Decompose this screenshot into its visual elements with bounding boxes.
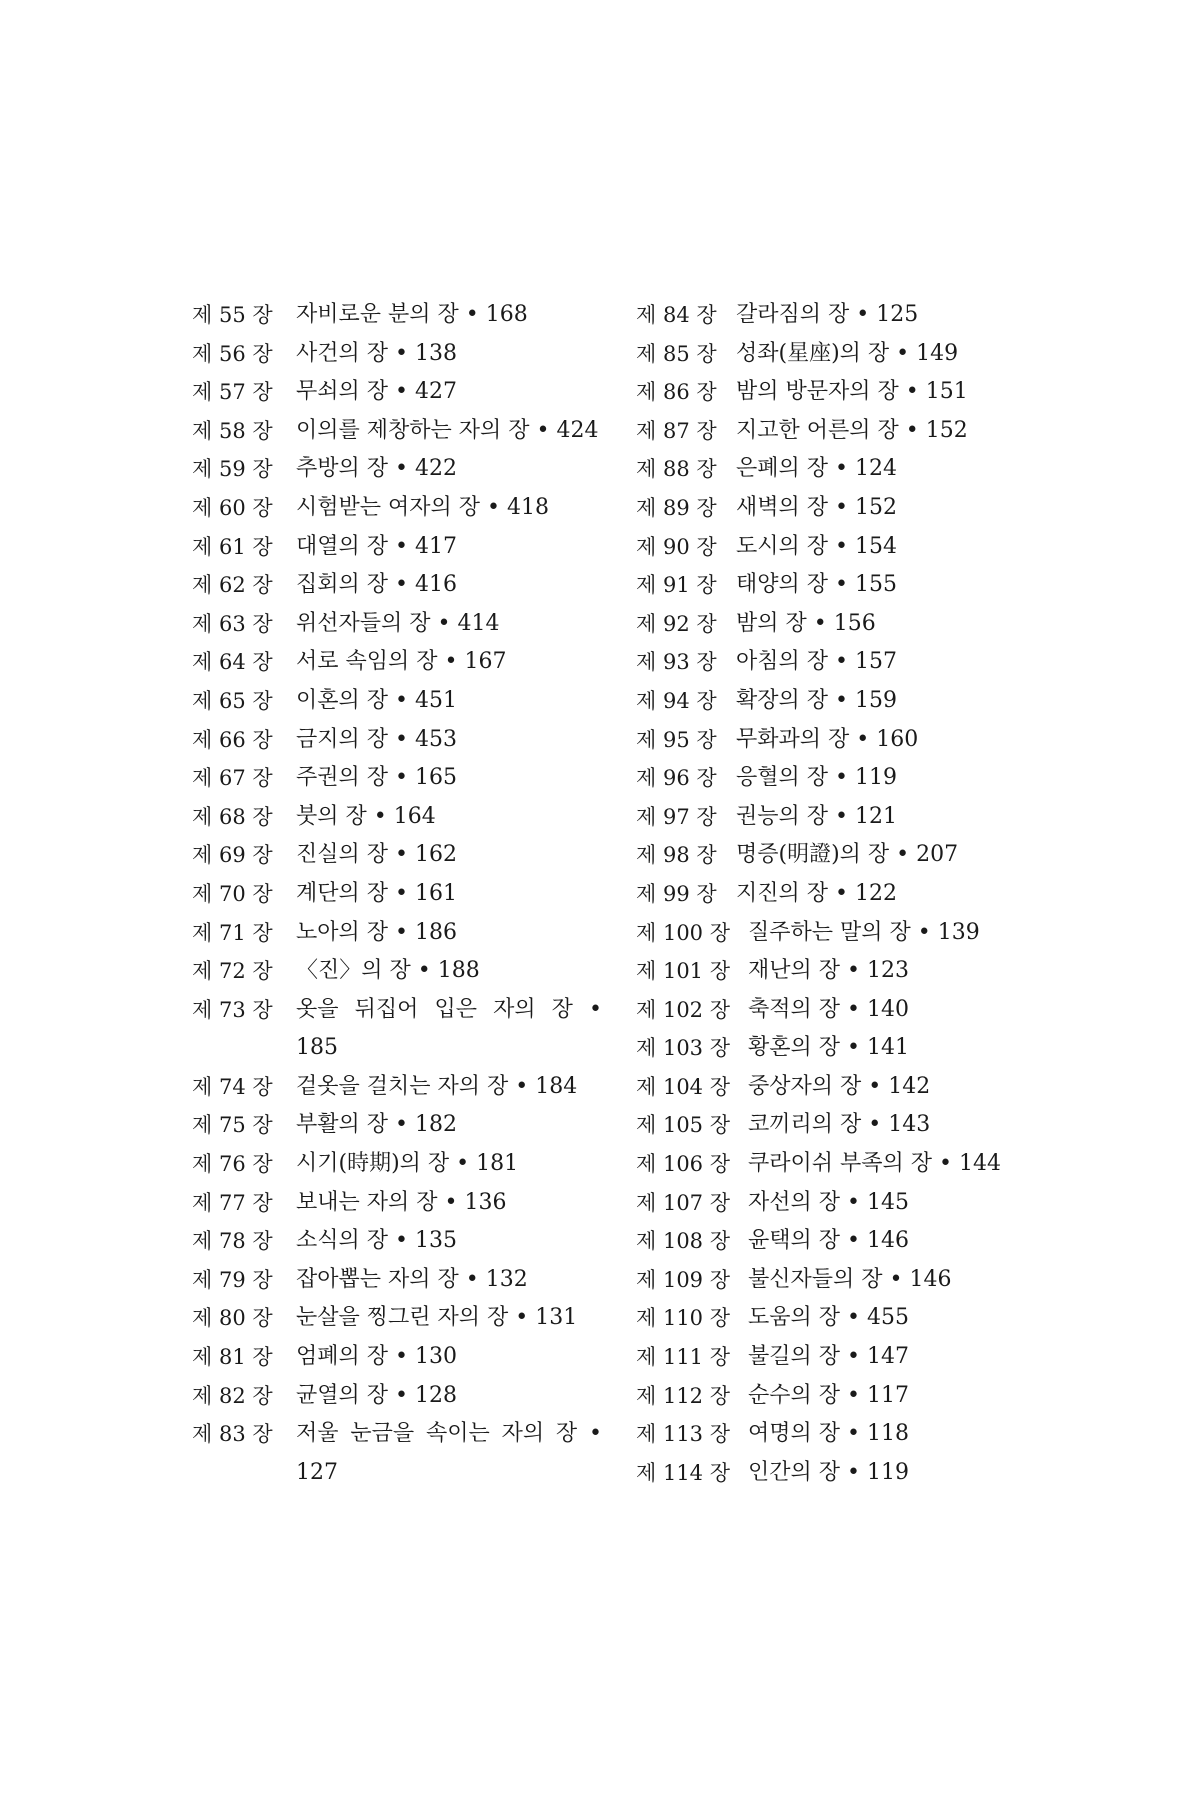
chapter-title: 잡아뽑는 자의 장 • 132 (296, 1266, 528, 1292)
chapter-number: 제 109 장 (636, 1267, 731, 1292)
chapter-title: 새벽의 장 • 152 (736, 494, 897, 520)
chapter-title: 눈살을 찡그린 자의 장 • 131 (296, 1305, 578, 1331)
toc-entry (192, 836, 602, 875)
chapter-title: 도움의 장 • 455 (748, 1305, 909, 1331)
chapter-number: 제 114 장 (636, 1460, 731, 1485)
toc-entry (636, 721, 1036, 760)
chapter-title: 저울 눈금을 속이는 자의 장 • 127 (296, 1421, 602, 1485)
toc-entry (636, 1299, 1036, 1338)
chapter-number: 제 98 장 (636, 843, 717, 868)
chapter-number: 제 113 장 (636, 1422, 731, 1447)
chapter-title: 지진의 장 • 122 (736, 880, 897, 906)
toc-entry (636, 1106, 1036, 1145)
chapter-number: 제 79 장 (192, 1267, 273, 1292)
toc-entry (636, 991, 1036, 1030)
chapter-number: 제 93 장 (636, 650, 717, 675)
chapter-title: 옷을 뒤집어 입은 자의 장 • 185 (296, 996, 602, 1061)
chapter-title: 엄폐의 장 • 130 (296, 1344, 457, 1370)
toc-entry (192, 489, 602, 528)
chapter-title: 계단의 장 • 161 (296, 880, 457, 906)
toc-entry (192, 373, 602, 412)
toc-entry (636, 1377, 1036, 1416)
toc-entry (636, 489, 1036, 528)
toc-entry (192, 1184, 602, 1223)
toc-entry (192, 798, 602, 837)
chapter-title: 이혼의 장 • 451 (296, 687, 457, 713)
chapter-title: 무쇠의 장 • 427 (296, 379, 457, 405)
chapter-number: 제 102 장 (636, 997, 731, 1022)
chapter-title: 시기(時期)의 장 • 181 (296, 1151, 519, 1177)
toc-entry (636, 412, 1036, 451)
chapter-title: 사건의 장 • 138 (296, 340, 457, 366)
chapter-number: 제 84 장 (636, 303, 717, 327)
toc-entry (636, 450, 1036, 489)
chapter-number: 제 110 장 (636, 1306, 731, 1331)
chapter-number: 제 59 장 (192, 457, 273, 482)
chapter-title: 시험받는 여자의 장 • 418 (296, 494, 549, 520)
chapter-number: 제 111 장 (636, 1345, 731, 1370)
chapter-number: 제 76 장 (192, 1152, 273, 1177)
chapter-title: 쿠라이쉬 부족의 장 • 144 (748, 1151, 1001, 1177)
chapter-number: 제 73 장 (192, 997, 273, 1022)
chapter-number: 제 74 장 (192, 1074, 273, 1099)
toc-entry (192, 682, 602, 721)
toc-entry (192, 1415, 602, 1492)
chapter-number: 제 80 장 (192, 1306, 273, 1331)
chapter-title: 위선자들의 장 • 414 (296, 610, 500, 636)
chapter-number: 제 69 장 (192, 843, 273, 868)
chapter-number: 제 108 장 (636, 1229, 731, 1254)
toc-left-column (192, 296, 602, 1492)
toc-entry (636, 836, 1036, 875)
toc-entry (192, 450, 602, 489)
chapter-number: 제 99 장 (636, 881, 717, 906)
chapter-number: 제 67 장 (192, 766, 273, 791)
chapter-number: 제 85 장 (636, 341, 717, 366)
chapter-title: 성좌(星座)의 장 • 149 (736, 340, 959, 366)
toc-entry (636, 1068, 1036, 1107)
chapter-number: 제 95 장 (636, 727, 717, 752)
chapter-title: 이의를 제창하는 자의 장 • 424 (296, 417, 599, 443)
chapter-title: 부활의 장 • 182 (296, 1112, 457, 1138)
chapter-title: 순수의 장 • 117 (748, 1382, 909, 1408)
chapter-number: 제 75 장 (192, 1113, 273, 1138)
chapter-number: 제 60 장 (192, 495, 273, 520)
toc-entry (636, 373, 1036, 412)
chapter-title: 은폐의 장 • 124 (736, 456, 897, 482)
toc-entry (192, 1299, 602, 1338)
chapter-title: 추방의 장 • 422 (296, 456, 457, 482)
chapter-number: 제 57 장 (192, 380, 273, 405)
chapter-number: 제 78 장 (192, 1229, 273, 1254)
chapter-number: 제 94 장 (636, 688, 717, 713)
toc-entry (636, 682, 1036, 721)
chapter-number: 제 58 장 (192, 418, 273, 443)
chapter-number: 제 72 장 (192, 959, 273, 984)
chapter-title: 재난의 장 • 123 (748, 958, 909, 984)
toc-entry (636, 1184, 1036, 1223)
toc-entry (192, 605, 602, 644)
toc-entry (636, 528, 1036, 567)
chapter-title: 서로 속임의 장 • 167 (296, 649, 507, 675)
chapter-number: 제 65 장 (192, 688, 273, 713)
toc-entry (636, 759, 1036, 798)
chapter-number: 제 62 장 (192, 573, 273, 598)
chapter-number: 제 63 장 (192, 611, 273, 636)
chapter-number: 제 70 장 (192, 881, 273, 906)
chapter-title: 윤택의 장 • 146 (748, 1228, 909, 1254)
chapter-title: 진실의 장 • 162 (296, 842, 457, 868)
chapter-number: 제 97 장 (636, 804, 717, 829)
toc-entry (192, 1106, 602, 1145)
chapter-number: 제 100 장 (636, 920, 731, 945)
toc-entry (192, 991, 602, 1068)
toc-entry (192, 1261, 602, 1300)
toc-entry (192, 566, 602, 605)
chapter-title: 보내는 자의 장 • 136 (296, 1189, 507, 1215)
chapter-number: 제 56 장 (192, 341, 273, 366)
chapter-number: 제 106 장 (636, 1152, 731, 1177)
chapter-number: 제 61 장 (192, 534, 273, 559)
chapter-number: 제 89 장 (636, 495, 717, 520)
toc-entry (192, 759, 602, 798)
toc-entry (192, 412, 602, 451)
toc-entry (192, 528, 602, 567)
chapter-title: 코끼리의 장 • 143 (748, 1112, 931, 1138)
toc-entry (636, 1145, 1036, 1184)
toc-entry (192, 1377, 602, 1416)
chapter-number: 제 88 장 (636, 457, 717, 482)
chapter-title: 아침의 장 • 157 (736, 649, 897, 675)
toc-entry (192, 1338, 602, 1377)
chapter-title: 갈라짐의 장 • 125 (736, 302, 919, 327)
chapter-number: 제 55 장 (192, 303, 273, 327)
toc-entry (636, 296, 1036, 335)
toc-entry (636, 1029, 1036, 1068)
toc-entry (636, 1415, 1036, 1454)
toc-entry (636, 1222, 1036, 1261)
toc-entry (636, 335, 1036, 374)
chapter-title: 대열의 장 • 417 (296, 533, 457, 559)
chapter-title: 명증(明證)의 장 • 207 (736, 842, 959, 868)
toc-entry (636, 952, 1036, 991)
chapter-title: 자선의 장 • 145 (748, 1189, 909, 1215)
chapter-title: 확장의 장 • 159 (736, 687, 897, 713)
toc-entry (192, 1068, 602, 1107)
chapter-number: 제 104 장 (636, 1074, 731, 1099)
toc-entry (636, 1338, 1036, 1377)
chapter-number: 제 96 장 (636, 766, 717, 791)
chapter-title: 황혼의 장 • 141 (748, 1035, 909, 1061)
toc-entry (636, 566, 1036, 605)
chapter-title: 중상자의 장 • 142 (748, 1073, 931, 1099)
chapter-number: 제 90 장 (636, 534, 717, 559)
chapter-number: 제 112 장 (636, 1383, 731, 1408)
chapter-title: 밤의 방문자의 장 • 151 (736, 379, 968, 405)
chapter-number: 제 77 장 (192, 1190, 273, 1215)
chapter-number: 제 92 장 (636, 611, 717, 636)
chapter-number: 제 101 장 (636, 959, 731, 984)
chapter-title: 금지의 장 • 453 (296, 726, 457, 752)
toc-entry (636, 1261, 1036, 1300)
chapter-title: 인간의 장 • 119 (748, 1459, 909, 1485)
chapter-number: 제 107 장 (636, 1190, 731, 1215)
toc-entry (192, 914, 602, 953)
toc-entry (636, 875, 1036, 914)
toc-entry (636, 914, 1036, 953)
chapter-title: 밤의 장 • 156 (736, 610, 876, 636)
chapter-number: 제 87 장 (636, 418, 717, 443)
chapter-title: 태양의 장 • 155 (736, 572, 897, 598)
chapter-title: 자비로운 분의 장 • 168 (296, 302, 528, 327)
toc-entry (636, 1454, 1036, 1493)
toc-entry (192, 721, 602, 760)
chapter-title: 붓의 장 • 164 (296, 803, 436, 829)
chapter-title: 지고한 어른의 장 • 152 (736, 417, 968, 443)
toc-entry (636, 643, 1036, 682)
chapter-title: 주권의 장 • 165 (296, 765, 457, 791)
toc-entry (192, 875, 602, 914)
chapter-number: 제 71 장 (192, 920, 273, 945)
chapter-title: 겉옷을 걸치는 자의 장 • 184 (296, 1073, 578, 1099)
chapter-number: 제 66 장 (192, 727, 273, 752)
chapter-number: 제 64 장 (192, 650, 273, 675)
chapter-number: 제 68 장 (192, 804, 273, 829)
chapter-title: 무화과의 장 • 160 (736, 726, 919, 752)
toc-entry (636, 605, 1036, 644)
chapter-title: 노아의 장 • 186 (296, 919, 457, 945)
chapter-title: 축적의 장 • 140 (748, 996, 909, 1022)
chapter-number: 제 86 장 (636, 380, 717, 405)
chapter-title: 균열의 장 • 128 (296, 1382, 457, 1408)
chapter-title: 응혈의 장 • 119 (736, 765, 897, 791)
chapter-title: 도시의 장 • 154 (736, 533, 897, 559)
toc-entry (192, 952, 602, 991)
chapter-title: 〈진〉의 장 • 188 (296, 958, 480, 984)
chapter-title: 불신자들의 장 • 146 (748, 1266, 952, 1292)
chapter-number: 제 83 장 (192, 1422, 273, 1447)
chapter-number: 제 105 장 (636, 1113, 731, 1138)
chapter-title: 불길의 장 • 147 (748, 1344, 909, 1370)
chapter-title: 질주하는 말의 장 • 139 (748, 919, 980, 945)
chapter-number: 제 103 장 (636, 1036, 731, 1061)
chapter-title: 여명의 장 • 118 (748, 1421, 909, 1447)
chapter-title: 권능의 장 • 121 (736, 803, 897, 829)
chapter-title: 집회의 장 • 416 (296, 572, 457, 598)
chapter-title: 소식의 장 • 135 (296, 1228, 457, 1254)
chapter-number: 제 91 장 (636, 573, 717, 598)
toc-entry (636, 798, 1036, 837)
toc-entry (192, 1145, 602, 1184)
toc-entry (192, 643, 602, 682)
toc-right-column (636, 296, 1036, 1492)
toc-entry (192, 296, 602, 335)
chapter-number: 제 82 장 (192, 1383, 273, 1408)
toc-entry (192, 1222, 602, 1261)
toc-entry (192, 335, 602, 374)
chapter-number: 제 81 장 (192, 1345, 273, 1370)
